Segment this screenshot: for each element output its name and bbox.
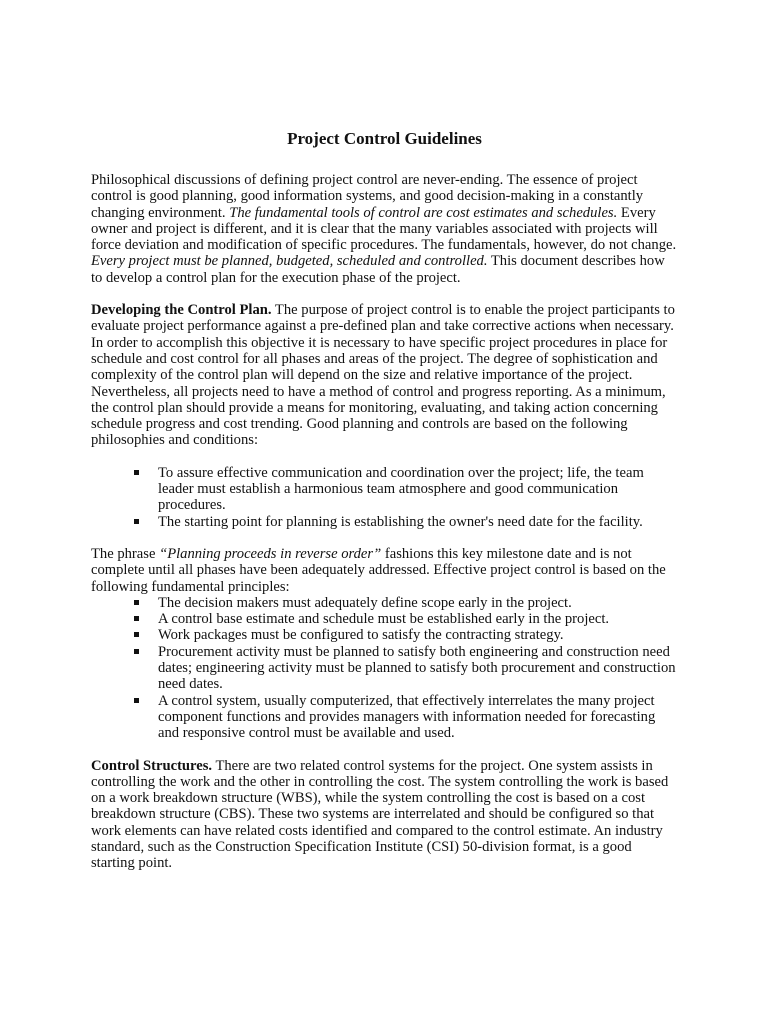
- bullet-icon: [134, 616, 139, 621]
- list-item: [134, 611, 678, 627]
- intro-emphasis-2: Every project must be planned, budgeted, scheduled and controlled.: [91, 253, 488, 270]
- intro-emphasis-1: The fundamental tools of control are cost estimates and schedules.: [229, 204, 618, 221]
- list-item-text: To assure effective communication and coordination over the project; life, the team leader must establish a harmonious team atmosphere and good communication procedures.: [158, 464, 644, 514]
- reverse-order-text-2: fashions this key milestone date and is not complete until all phases have been adequately addressed. Effective project control is based on the following fundamental principles:: [91, 545, 666, 595]
- list-item: [134, 595, 678, 611]
- list-item: [134, 693, 678, 742]
- list-item: [134, 514, 678, 530]
- intro-paragraph: [91, 172, 678, 286]
- intro-text-2: Every owner and project is different, and it is clear that the many variables associated with projects will force deviation and modification of specific procedures. The fundamentals, however, do not change.: [91, 204, 677, 254]
- reverse-order-quote: “Planning proceeds in reverse order”: [159, 545, 382, 562]
- principles-list: [91, 595, 678, 742]
- list-item: [134, 627, 678, 643]
- control-plan-text: The purpose of project control is to enable the project participants to evaluate project performance against a pre-defined plan and take corrective actions when necessary. In order to accomplish this objective it is necessary to have specific project procedures in place for schedule and cost control for all phases and areas of the project. The degree of sophistication and complexity of the control plan will depend on the size and relative importance of the project. Nevertheless, all projects need to have a method of control and progress reporting. As a minimum, the control plan should provide a means for monitoring, evaluating, and taking action concerning schedule progress and cost trending. Good planning and controls are based on the following philosophies and conditions:: [91, 302, 675, 449]
- reverse-order-paragraph: [91, 546, 678, 595]
- bullet-icon: [134, 600, 139, 605]
- list-item-text: Work packages must be configured to satisfy the contracting strategy.: [158, 627, 564, 644]
- list-item-text: Procurement activity must be planned to satisfy both engineering and construction need dates; engineering activity must be planned to satisfy both procurement and construction need dates.: [158, 643, 676, 693]
- intro-text-1: Philosophical discussions of defining project control are never-ending. The essence of project control is good planning, good information systems, and good decision-making in a constantly changing environment.: [91, 172, 644, 221]
- control-plan-heading: Developing the Control Plan.: [91, 302, 272, 319]
- reverse-order-text-1: The phrase: [91, 545, 160, 562]
- philosophies-list: [91, 465, 678, 530]
- intro-text-3: This document describes how to develop a control plan for the execution phase of the project.: [91, 253, 665, 286]
- bullet-icon: [134, 649, 139, 654]
- list-item: [134, 465, 678, 514]
- bullet-icon: [134, 519, 139, 524]
- control-structures-text: There are two related control systems for the project. One system assists in controlling the work and the other in controlling the cost. The system controlling the work is based on a work breakdown structure (WBS), while the system controlling the cost is based on a cost breakdown structure (CBS). These two systems are interrelated and should be configured so that work elements can have related costs identified and compared to the control estimate. An industry standard, such as the Construction Specification Institute (CSI) 50-division format, is a good starting point.: [91, 757, 669, 872]
- list-item: [134, 644, 678, 693]
- list-item-text: The starting point for planning is establishing the owner's need date for the facility.: [158, 513, 643, 530]
- bullet-icon: [134, 632, 139, 637]
- bullet-icon: [134, 698, 139, 703]
- list-item-text: The decision makers must adequately define scope early in the project.: [158, 594, 572, 611]
- list-item-text: A control base estimate and schedule must be established early in the project.: [158, 611, 610, 628]
- control-structures-heading: Control Structures.: [91, 757, 213, 774]
- document-title: Project Control Guidelines: [287, 129, 482, 148]
- list-item-text: A control system, usually computerized, that effectively interrelates the many project component functions and provides managers with information needed for forecasting and responsive control must be available and used.: [158, 692, 656, 742]
- control-structures-paragraph: [91, 758, 678, 872]
- bullet-icon: [134, 470, 139, 475]
- control-plan-paragraph: [91, 302, 678, 449]
